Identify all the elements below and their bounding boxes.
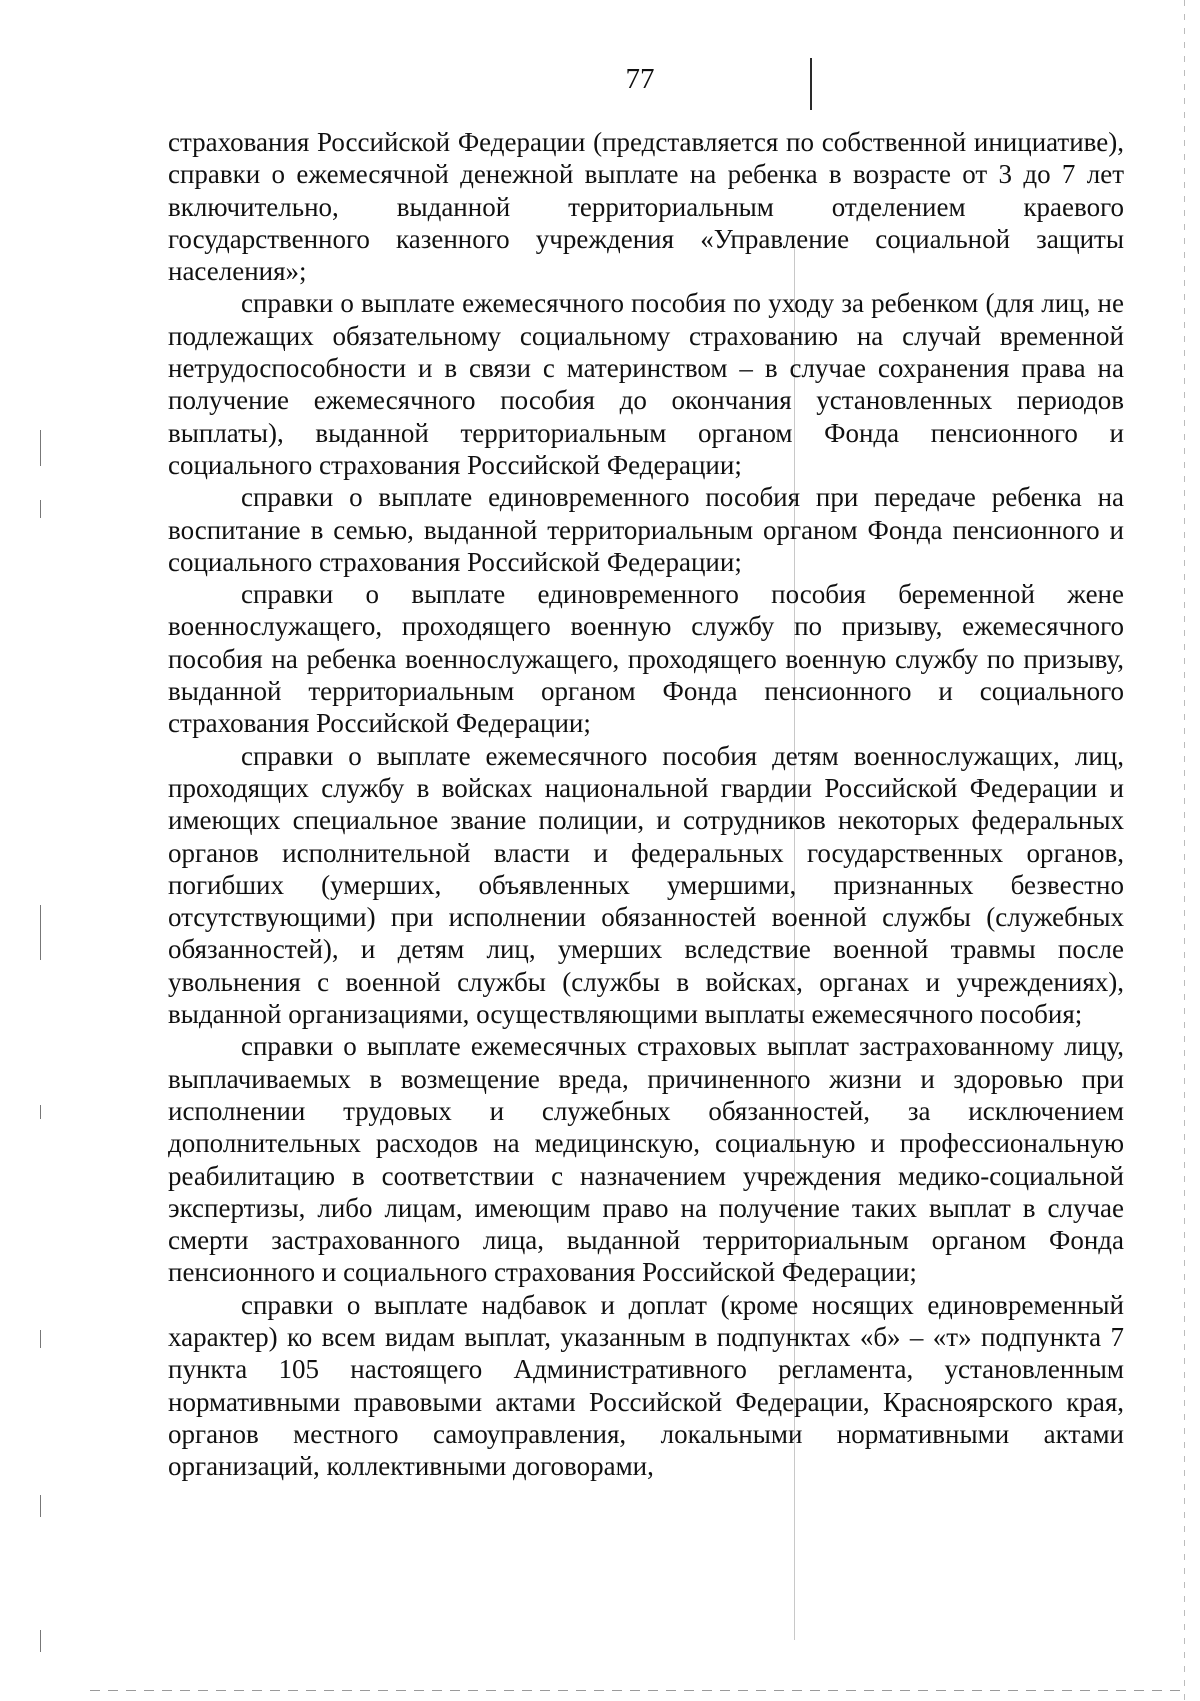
scan-left-mark — [40, 500, 41, 518]
scan-right-edge — [1184, 0, 1185, 1701]
page-number: 77 — [625, 63, 655, 95]
paragraph-supplements: справки о выплате надбавок и доплат (кроме носящих единовременный характер) ко всем видам выплат, указанным в подпунктах «б» – «т» подпункта 7 пункта 105 настоящего Административного регламента, установленным нормативными правовыми актами Российской Федерации, Красноярского края, органов местного самоуправления, локальными нормативными актами организаций, коллективными договорами, — [168, 1289, 1124, 1482]
paragraph-childcare-allowance: справки о выплате ежемесячного пособия по уходу за ребенком (для лиц, не подлежащих обязательному социальному страхованию на случай временной нетрудоспособности и в связи с материнством – в случае сохранения права на получение ежемесячного пособия до окончания установленных периодов выплаты), выданной территориальным органом Фонда пенсионного и социального страхования Российской Федерации; — [168, 288, 1124, 480]
scan-left-mark — [40, 430, 41, 466]
scan-left-mark — [40, 1630, 41, 1652]
paragraph-military-children-allowance: справки о выплате ежемесячного пособия детям военнослужащих, лиц, проходящих службу в войсках национальной гвардии Российской Федерации и имеющих специальное звание полиции, и сотрудников некоторых федеральных органов исполнительной власти и федеральных государственных органов, погибших (умерших, объявленных умершими, признанных безвестно отсутствующими) при исполнении обязанностей военной службы (служебных обязанностей), и детям лиц, умерших вследствие военной травмы после увольнения с военной службы (службы в войсках, органах и учреждениях), выданной организациями, осуществляющими выплаты ежемесячного пособия; — [168, 740, 1124, 1030]
body-text — [168, 126, 1124, 1482]
scan-bottom-edge — [90, 1690, 1180, 1691]
scan-left-mark — [40, 905, 41, 960]
paragraph-insurance-payments: справки о выплате ежемесячных страховых выплат застрахованному лицу, выплачиваемых в возмещение вреда, причиненного жизни и здоровью при исполнении трудовых и служебных обязанностей, за исключением дополнительных расходов на медицинскую, социальную и профессиональную реабилитацию в соответствии с назначением учреждения медико-социальной экспертизы, либо лицам, имеющим право на получение таких выплат в случае смерти застрахованного лица, выданной территориальным органом Фонда пенсионного и социального страхования Российской Федерации; — [168, 1031, 1124, 1288]
paragraph-continuation: страхования Российской Федерации (представляется по собственной инициативе), справки о ежемесячной денежной выплате на ребенка в возрасте от 3 до 7 лет включительно, выданной территориальным отделением краевого государственного казенного учреждения «Управление социальной защиты населения»; — [168, 127, 1124, 287]
scan-left-mark — [40, 1105, 41, 1119]
scan-left-mark — [40, 1330, 41, 1348]
paragraph-lump-sum-adoption: справки о выплате единовременного пособия при передаче ребенка на воспитание в семью, выданной территориальным органом Фонда пенсионного и социального страхования Российской Федерации; — [168, 482, 1124, 577]
scan-fold-mark — [810, 58, 812, 110]
paragraph-conscript-wife-allowance: справки о выплате единовременного пособия беременной жене военнослужащего, проходящего военную службу по призыву, ежемесячного пособия на ребенка военнослужащего, проходящего военную службу по призыву, выданной территориальным органом Фонда пенсионного и социального страхования Российской Федерации; — [168, 579, 1124, 739]
scan-left-mark — [40, 1495, 41, 1517]
